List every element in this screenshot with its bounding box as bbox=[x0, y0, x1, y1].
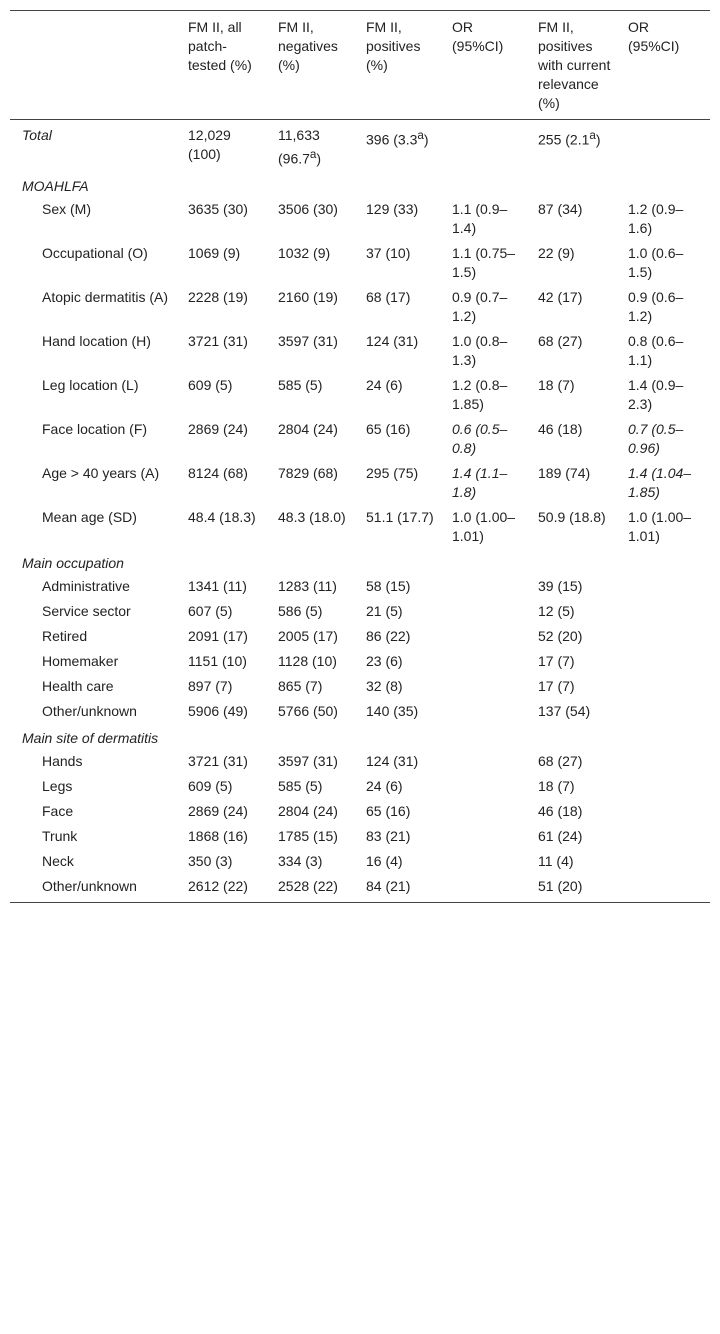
table-cell: 2091 (17) bbox=[188, 627, 248, 644]
row-label: Sex (M) bbox=[42, 200, 91, 217]
table-cell: 129 (33) bbox=[366, 200, 419, 217]
table-cell: 2804 (24) bbox=[278, 802, 338, 819]
table-cell: 1151 (10) bbox=[188, 652, 247, 669]
table-cell bbox=[620, 827, 710, 852]
row-label: Service sector bbox=[42, 602, 131, 619]
table-cell: 865 (7) bbox=[278, 677, 323, 694]
row-label: Atopic dermatitis (A) bbox=[42, 288, 169, 305]
table-cell: 21 (5) bbox=[366, 602, 403, 619]
table-row bbox=[10, 508, 710, 552]
row-label: Mean age (SD) bbox=[42, 508, 137, 525]
table-cell bbox=[444, 120, 530, 175]
table-cell: 2005 (17) bbox=[278, 627, 338, 644]
table-row bbox=[10, 877, 710, 903]
table-cell: 0.9 (0.7–1.2) bbox=[452, 288, 508, 324]
table-cell bbox=[620, 652, 710, 677]
row-label: Leg location (L) bbox=[42, 376, 139, 393]
cell-text: ) bbox=[316, 150, 322, 167]
table-cell: 1.0 (0.6–1.5) bbox=[628, 244, 684, 280]
table-cell bbox=[444, 752, 530, 777]
row-label: Face location (F) bbox=[42, 420, 148, 437]
table-cell bbox=[358, 120, 444, 175]
header-cell: FM II, negatives (%) bbox=[278, 19, 338, 73]
header-cell bbox=[10, 11, 180, 120]
table-cell: 8124 (68) bbox=[188, 464, 248, 481]
header-cell: FM II, positives (%) bbox=[366, 19, 421, 73]
table-cell: 1341 (11) bbox=[188, 577, 247, 594]
total-row bbox=[10, 120, 710, 175]
table-cell: 37 (10) bbox=[366, 244, 411, 261]
table-row bbox=[10, 376, 710, 420]
table-cell bbox=[444, 602, 530, 627]
table-cell: 1.4 (1.04–1.85) bbox=[628, 464, 692, 500]
table-cell: 2612 (22) bbox=[188, 877, 248, 894]
table-cell: 84 (21) bbox=[366, 877, 411, 894]
table-cell: 51 (20) bbox=[538, 877, 583, 894]
table-cell: 2804 (24) bbox=[278, 420, 338, 437]
table-cell: 609 (5) bbox=[188, 777, 233, 794]
table-row bbox=[10, 677, 710, 702]
table-cell: 68 (27) bbox=[538, 332, 583, 349]
table-cell bbox=[444, 777, 530, 802]
table-cell: 32 (8) bbox=[366, 677, 403, 694]
table-cell: 1069 (9) bbox=[188, 244, 241, 261]
table-cell bbox=[620, 627, 710, 652]
row-label: Legs bbox=[42, 777, 73, 794]
table-row bbox=[10, 827, 710, 852]
table-cell bbox=[620, 577, 710, 602]
table-row bbox=[10, 627, 710, 652]
table-cell: 1.4 (1.1–1.8) bbox=[452, 464, 508, 500]
table-cell: 11 (4) bbox=[538, 852, 574, 869]
row-label: Hand location (H) bbox=[42, 332, 151, 349]
table-row bbox=[10, 777, 710, 802]
table-cell bbox=[620, 777, 710, 802]
table-cell: 1283 (11) bbox=[278, 577, 337, 594]
table-cell: 0.8 (0.6–1.1) bbox=[628, 332, 684, 368]
cell-text: 396 (3.3 bbox=[366, 131, 418, 148]
row-label: Retired bbox=[42, 627, 88, 644]
row-label: Other/unknown bbox=[42, 702, 137, 719]
table-cell: 46 (18) bbox=[538, 802, 583, 819]
cell-text: ) bbox=[595, 131, 601, 148]
table-cell: 3597 (31) bbox=[278, 752, 338, 769]
row-label: Hands bbox=[42, 752, 83, 769]
table-cell bbox=[270, 120, 358, 175]
table-cell: 17 (7) bbox=[538, 677, 575, 694]
row-label: Administrative bbox=[42, 577, 130, 594]
table-row bbox=[10, 702, 710, 727]
table-cell: 1.0 (0.8–1.3) bbox=[452, 332, 508, 368]
table-cell bbox=[444, 577, 530, 602]
table-row bbox=[10, 652, 710, 677]
table-cell: 48.4 (18.3) bbox=[188, 508, 256, 525]
table-cell: 2869 (24) bbox=[188, 420, 248, 437]
table-cell: 50.9 (18.8) bbox=[538, 508, 606, 525]
table-cell: 18 (7) bbox=[538, 777, 575, 794]
table-row bbox=[10, 200, 710, 244]
header-cell: FM II, positives with current relevance (%) bbox=[538, 19, 611, 111]
row-label: Total bbox=[22, 127, 52, 143]
table-cell bbox=[444, 827, 530, 852]
table-cell: 3721 (31) bbox=[188, 332, 248, 349]
row-label: Age > 40 years (A) bbox=[42, 464, 160, 481]
table-row bbox=[10, 852, 710, 877]
table-cell: 12,029 (100) bbox=[188, 127, 231, 162]
table-cell: 2528 (22) bbox=[278, 877, 338, 894]
footnote-mark: a bbox=[309, 148, 317, 161]
section-title: MOAHLFA bbox=[22, 177, 89, 194]
table-cell bbox=[444, 877, 530, 903]
table-row bbox=[10, 802, 710, 827]
table-cell: 1.0 (1.00–1.01) bbox=[452, 508, 516, 544]
table-cell: 124 (31) bbox=[366, 332, 419, 349]
table-cell: 16 (4) bbox=[366, 852, 403, 869]
table-cell: 24 (6) bbox=[366, 376, 403, 393]
header-cell: OR (95%CI) bbox=[628, 19, 680, 54]
table-cell: 42 (17) bbox=[538, 288, 583, 305]
table-cell: 2869 (24) bbox=[188, 802, 248, 819]
table-cell bbox=[620, 677, 710, 702]
table-cell: 607 (5) bbox=[188, 602, 233, 619]
table-row bbox=[10, 752, 710, 777]
table-cell bbox=[530, 120, 620, 175]
table-cell: 1032 (9) bbox=[278, 244, 331, 261]
table-cell: 1.4 (0.9–2.3) bbox=[628, 376, 684, 412]
table-cell bbox=[620, 752, 710, 777]
table-cell: 1.2 (0.9–1.6) bbox=[628, 200, 684, 236]
cell-text: 11,633 (96.7 bbox=[278, 127, 320, 167]
table-cell: 3506 (30) bbox=[278, 200, 338, 217]
table-row bbox=[10, 602, 710, 627]
table-row bbox=[10, 332, 710, 376]
section-header-row bbox=[10, 552, 710, 577]
table-cell: 86 (22) bbox=[366, 627, 411, 644]
section-header-row bbox=[10, 175, 710, 200]
table-cell: 3721 (31) bbox=[188, 752, 248, 769]
row-label: Health care bbox=[42, 677, 114, 694]
section-title: Main site of dermatitis bbox=[22, 729, 159, 746]
table-cell: 17 (7) bbox=[538, 652, 575, 669]
row-label: Other/unknown bbox=[42, 877, 137, 894]
table-row bbox=[10, 577, 710, 602]
table-cell: 61 (24) bbox=[538, 827, 583, 844]
table-cell: 897 (7) bbox=[188, 677, 233, 694]
table-cell: 3597 (31) bbox=[278, 332, 338, 349]
table-cell: 1.0 (1.00–1.01) bbox=[628, 508, 692, 544]
table-cell: 609 (5) bbox=[188, 376, 233, 393]
cell-text: ) bbox=[423, 131, 429, 148]
row-label: Occupational (O) bbox=[42, 244, 148, 261]
table-cell bbox=[444, 627, 530, 652]
table-cell: 65 (16) bbox=[366, 802, 411, 819]
table-cell: 334 (3) bbox=[278, 852, 323, 869]
table-cell: 87 (34) bbox=[538, 200, 583, 217]
table-cell: 124 (31) bbox=[366, 752, 419, 769]
row-label: Homemaker bbox=[42, 652, 119, 669]
table-cell: 1128 (10) bbox=[278, 652, 337, 669]
table-cell: 46 (18) bbox=[538, 420, 583, 437]
table-cell: 137 (54) bbox=[538, 702, 591, 719]
table-cell bbox=[444, 802, 530, 827]
table-cell: 5906 (49) bbox=[188, 702, 248, 719]
table-cell: 1.1 (0.9–1.4) bbox=[452, 200, 508, 236]
table-cell: 1.2 (0.8–1.85) bbox=[452, 376, 508, 412]
table-cell: 2160 (19) bbox=[278, 288, 338, 305]
table-cell: 1785 (15) bbox=[278, 827, 338, 844]
table-cell: 5766 (50) bbox=[278, 702, 338, 719]
row-label: Neck bbox=[42, 852, 74, 869]
table-cell bbox=[444, 702, 530, 727]
table-cell: 1.1 (0.75–1.5) bbox=[452, 244, 516, 280]
table-cell: 585 (5) bbox=[278, 777, 323, 794]
table-cell: 2228 (19) bbox=[188, 288, 248, 305]
table-cell: 51.1 (17.7) bbox=[366, 508, 434, 525]
table-cell: 23 (6) bbox=[366, 652, 403, 669]
footnote-mark: a bbox=[417, 129, 424, 142]
table-cell: 0.7 (0.5–0.96) bbox=[628, 420, 684, 456]
table-cell: 1868 (16) bbox=[188, 827, 248, 844]
row-label: Face bbox=[42, 802, 74, 819]
table-cell bbox=[620, 802, 710, 827]
header-cell: FM II, all patch-tested (%) bbox=[188, 19, 252, 73]
table-cell: 12 (5) bbox=[538, 602, 575, 619]
table-cell: 0.6 (0.5–0.8) bbox=[452, 420, 508, 456]
table-row bbox=[10, 244, 710, 288]
table-cell: 350 (3) bbox=[188, 852, 233, 869]
cell-text: 255 (2.1 bbox=[538, 131, 590, 148]
table-cell: 52 (20) bbox=[538, 627, 583, 644]
table-cell: 39 (15) bbox=[538, 577, 583, 594]
table-cell: 18 (7) bbox=[538, 376, 575, 393]
table-cell: 24 (6) bbox=[366, 777, 403, 794]
table-cell: 65 (16) bbox=[366, 420, 411, 437]
table-cell: 83 (21) bbox=[366, 827, 411, 844]
table-cell bbox=[444, 852, 530, 877]
table-cell: 189 (74) bbox=[538, 464, 591, 481]
table-cell: 140 (35) bbox=[366, 702, 419, 719]
table-cell bbox=[620, 602, 710, 627]
section-title: Main occupation bbox=[22, 554, 124, 571]
footnote-mark: a bbox=[589, 129, 596, 142]
data-table bbox=[10, 10, 710, 903]
row-label: Trunk bbox=[42, 827, 78, 844]
table-cell: 58 (15) bbox=[366, 577, 411, 594]
table-cell: 7829 (68) bbox=[278, 464, 338, 481]
table-cell bbox=[620, 120, 710, 175]
table-row bbox=[10, 420, 710, 464]
header-row bbox=[10, 11, 710, 120]
table-cell bbox=[620, 877, 710, 903]
table-row bbox=[10, 464, 710, 508]
table-cell: 22 (9) bbox=[538, 244, 575, 261]
table-cell bbox=[620, 852, 710, 877]
table-cell bbox=[444, 677, 530, 702]
table-cell: 585 (5) bbox=[278, 376, 323, 393]
table-cell: 68 (27) bbox=[538, 752, 583, 769]
table-cell bbox=[444, 652, 530, 677]
section-header-row bbox=[10, 727, 710, 752]
table-cell: 48.3 (18.0) bbox=[278, 508, 346, 525]
table-cell: 0.9 (0.6–1.2) bbox=[628, 288, 684, 324]
table-cell: 586 (5) bbox=[278, 602, 323, 619]
table-cell: 3635 (30) bbox=[188, 200, 248, 217]
table-cell: 68 (17) bbox=[366, 288, 411, 305]
table-cell: 295 (75) bbox=[366, 464, 419, 481]
table-row bbox=[10, 288, 710, 332]
table-cell bbox=[620, 702, 710, 727]
header-cell: OR (95%CI) bbox=[452, 19, 504, 54]
